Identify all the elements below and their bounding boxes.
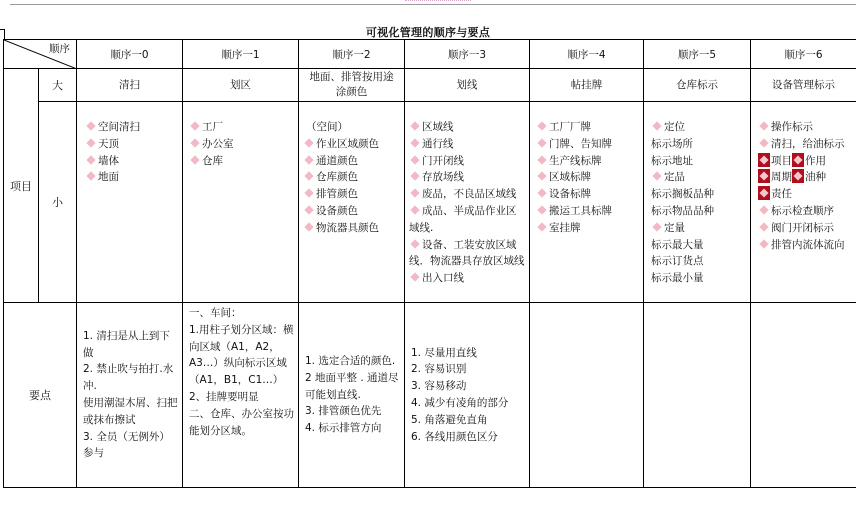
diamond-bullet-icon (304, 172, 313, 181)
list-item: 项目 作用 (758, 153, 852, 170)
diamond-bullet-icon (537, 222, 546, 231)
list-item: 工厂厂牌 (536, 119, 639, 136)
list-item: 门牌、告知牌 (536, 136, 639, 153)
list-item: 标示订货点 (651, 255, 704, 268)
minor-cell-6 (751, 102, 856, 303)
list-item: 定量 (651, 220, 746, 237)
list-item: 仓库 (189, 153, 294, 170)
list-item: 墙体 (85, 153, 178, 170)
highlighted-diamond-bullet-icon (758, 153, 770, 167)
list-item: 通行线 (409, 136, 525, 153)
list-item: 门开闭线 (409, 153, 525, 170)
diamond-bullet-icon (759, 138, 768, 147)
list-item: 地面 (85, 169, 178, 186)
document-title: 可视化管理的顺序与要点 (365, 26, 491, 39)
minor-cell-4 (530, 102, 644, 303)
points-cell-4 (530, 303, 644, 488)
list-item: 标示搁板品种 (651, 188, 714, 201)
minor-cell-1 (183, 102, 299, 303)
points-cell-2: 1. 选定合适的颜色. 2 地面平整 . 通道尽可能划直线. 3. 排管颜色优先 4. 标示排管方向 (299, 303, 405, 488)
diamond-bullet-icon (537, 155, 546, 164)
list-item: 物流器具颜色 (303, 220, 400, 237)
diamond-bullet-icon (759, 239, 768, 248)
list-item: 办公室 (189, 136, 294, 153)
diamond-bullet-icon (410, 155, 419, 164)
diamond-bullet-icon (304, 138, 313, 147)
list-item: 出入口线 (409, 270, 525, 287)
row-label-minor: 小 (39, 102, 77, 303)
diamond-bullet-icon (410, 205, 419, 214)
diamond-bullet-icon (652, 222, 661, 231)
diamond-bullet-icon (759, 121, 768, 130)
diamond-bullet-icon (86, 172, 95, 181)
list-item: 责任 (758, 186, 852, 203)
diamond-bullet-icon (410, 189, 419, 198)
points-cell-6 (751, 303, 856, 488)
diamond-bullet-icon (410, 121, 419, 130)
highlighted-diamond-bullet-icon (758, 169, 770, 183)
minor-cell-2 (299, 102, 405, 303)
diamond-bullet-icon (304, 205, 313, 214)
list-item: 标示场所 (651, 137, 693, 150)
diamond-bullet-icon (410, 138, 419, 147)
list-item: 存放场线 (409, 169, 525, 186)
diamond-bullet-icon (537, 189, 546, 198)
list-item: 生产线标牌 (536, 153, 639, 170)
diamond-bullet-icon (304, 155, 313, 164)
list-item: 室挂牌 (536, 220, 639, 237)
diamond-bullet-icon (759, 205, 768, 214)
list-item: 排管颜色 (303, 186, 400, 203)
diamond-bullet-icon (410, 172, 419, 181)
list-item: 标示检查顺序 (758, 203, 852, 220)
diamond-bullet-icon (190, 121, 199, 130)
list-item: 阀门开闭标示 (758, 220, 852, 237)
list-item: 仓库颜色 (303, 169, 400, 186)
order-header-2: 顺序一2 (299, 40, 405, 69)
order-header-3: 顺序一3 (405, 40, 530, 69)
order-header-0: 顺序一0 (77, 40, 183, 69)
diamond-bullet-icon (304, 189, 313, 198)
major-cell-6: 设备管理标示 (751, 69, 856, 102)
list-item: 天顶 (85, 136, 178, 153)
major-cell-3: 划线 (405, 69, 530, 102)
diamond-bullet-icon (410, 239, 419, 248)
diamond-bullet-icon (86, 138, 95, 147)
minor-cell-0 (77, 102, 183, 303)
minor-row (4, 102, 856, 303)
diamond-bullet-icon (652, 121, 661, 130)
highlighted-diamond-bullet-icon (758, 186, 770, 200)
diagonal-corner-cell (4, 40, 77, 69)
major-cell-4: 帖挂牌 (530, 69, 644, 102)
major-cell-2: 地面、排管按用途涂颜色 (299, 69, 405, 102)
major-cell-1: 划区 (183, 69, 299, 102)
list-item: 定位 (651, 119, 746, 136)
diamond-bullet-icon (537, 205, 546, 214)
diamond-bullet-icon (86, 155, 95, 164)
order-header-4: 顺序一4 (530, 40, 644, 69)
diamond-bullet-icon (537, 138, 546, 147)
diamond-bullet-icon (652, 172, 661, 181)
page-header-rule (10, 4, 856, 5)
list-item: 空间清扫 (85, 119, 178, 136)
header-dotted-marker (405, 0, 471, 3)
list-item: 区域线 (409, 119, 525, 136)
row-label-item: 项目 (4, 69, 39, 303)
list-item: 作业区域颜色 (303, 136, 400, 153)
list-item: 周期 油种 (758, 169, 852, 186)
row-label-major: 大 (39, 69, 77, 102)
minor-cell-3 (405, 102, 530, 303)
diamond-bullet-icon (304, 222, 313, 231)
list-item: 清扫，给油标示 (758, 136, 852, 153)
highlighted-diamond-bullet-icon (792, 169, 804, 183)
diamond-bullet-icon (759, 222, 768, 231)
points-row (4, 303, 856, 488)
list-item: 区域标牌 (536, 169, 639, 186)
list-item: 工厂 (189, 119, 294, 136)
list-item: 标示最大量 (651, 238, 704, 251)
visual-management-table (3, 39, 856, 488)
corner-header-label: 顺序 (49, 43, 70, 55)
list-item: （空间） (306, 121, 348, 133)
list-item: 废品，不良品区域线 (409, 186, 525, 203)
order-header-row (4, 40, 856, 69)
list-item: 设备、工装安放区域线．物流器具存放区域线 (409, 238, 525, 268)
list-item: 搬运工具标牌 (536, 203, 639, 220)
list-item: 标示地址 (651, 154, 693, 167)
major-cell-0: 清扫 (77, 69, 183, 102)
list-item: 通道颜色 (303, 153, 400, 170)
list-item: 排管内流体流向 (758, 237, 852, 254)
list-item: 定品 (651, 169, 746, 186)
diamond-bullet-icon (190, 138, 199, 147)
diamond-bullet-icon (537, 121, 546, 130)
highlighted-diamond-bullet-icon (792, 153, 804, 167)
diamond-bullet-icon (190, 155, 199, 164)
major-cell-5: 仓库标示 (644, 69, 751, 102)
list-item: 标示最小量 (651, 272, 704, 285)
points-cell-5 (644, 303, 751, 488)
major-row (4, 69, 856, 102)
diamond-bullet-icon (86, 121, 95, 130)
list-item: 标示物品品种 (651, 204, 714, 217)
diamond-bullet-icon (410, 273, 419, 282)
row-label-points: 要点 (4, 303, 77, 488)
order-header-5: 顺序一5 (644, 40, 751, 69)
points-cell-0: 1. 清扫是从上到下做 2. 禁止吹与拍打.水冲. 使用潮湿木屑、扫把或抹布擦试 3. 全员（无例外）参与 (77, 303, 183, 488)
list-item: 设备标牌 (536, 186, 639, 203)
order-header-1: 顺序一1 (183, 40, 299, 69)
minor-cell-5 (644, 102, 751, 303)
points-cell-3: 1. 尽量用直线 2. 容易识别 3. 容易移动 4. 减少有凌角的部分 5. 角落避免直角 6. 各线用颜色区分 (405, 303, 530, 488)
order-header-6: 顺序一6 (751, 40, 856, 69)
list-item: 操作标示 (758, 119, 852, 136)
list-item: 成品、半成品作业区域线. (409, 204, 517, 234)
list-item: 设备颜色 (303, 203, 400, 220)
points-cell-1: 一、车间： 1.用柱子划分区域：横向区域（A1，A2，A3…）纵向标示区域（A1，B1，C1…） 2、挂牌要明显 二、仓库、办公室按功能划分区域。 (183, 303, 299, 488)
diamond-bullet-icon (537, 172, 546, 181)
